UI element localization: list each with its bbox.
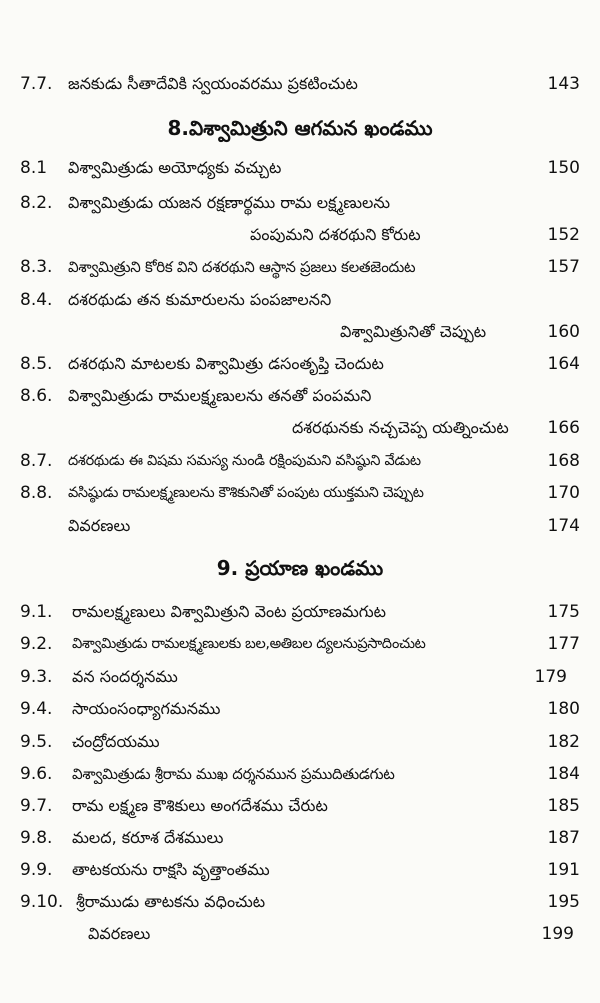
entry-number: 8.2. [20, 193, 53, 213]
section-9-heading: 9. ప్రయాణ ఖండము [216, 556, 384, 580]
entry-number: 8.6. [20, 386, 53, 406]
entry-title: వన సందర్శనము [72, 667, 178, 686]
entry-number: 9.2. [20, 634, 53, 654]
entry-number: 9.4. [20, 699, 53, 719]
entry-title: చంద్రోదయము [72, 732, 160, 751]
entry-number: 9.3. [20, 667, 53, 687]
entry-title-continuation: పంపుమని దశరథుని కోరుట [250, 225, 421, 244]
entry-page: 177 [547, 634, 580, 654]
entry-number: 9.7. [20, 796, 53, 816]
toc-entry-8-6 [0, 381, 600, 411]
entry-title: తాటకయను రాక్షసి వృత్తాంతము [72, 860, 270, 879]
entry-title: విశ్వామిత్రుని కోరిక విని దశరథుని ఆస్థాన ప్రజలు కలతజెందుట [68, 258, 416, 276]
entry-title: విశ్వామిత్రుడు రామలక్ష్మణులను తనతో పంపమని [68, 386, 372, 405]
entry-title: సాయంసంధ్యాగమనము [72, 699, 221, 718]
entry-page: 195 [547, 892, 580, 912]
entry-page: 182 [547, 732, 580, 752]
entry-number: 9.1. [20, 602, 53, 622]
entry-page: 179 [534, 667, 567, 687]
entry-title-continuation: దశరథునకు నచ్చచెప్ప యత్నించుట [292, 418, 509, 437]
entry-page: 150 [547, 158, 580, 178]
toc-entry-8-2 [0, 188, 600, 218]
entry-title: దశరథుని మాటలకు విశ్వామిత్రు డసంతృప్తి చెందుట [68, 354, 384, 373]
toc-entry-9-8 [0, 823, 600, 853]
entry-page: 185 [547, 796, 580, 816]
entry-number: 8.1 [20, 158, 48, 178]
toc-entry-8-4 [0, 285, 600, 315]
entry-title: మలద, కరూశ దేశములు [72, 828, 224, 847]
entry-page: 152 [547, 225, 580, 245]
toc-entry-9-1 [0, 597, 600, 627]
toc-entry-7-7 [0, 69, 600, 99]
entry-number: 9.5. [20, 732, 53, 752]
entry-page: 143 [547, 74, 580, 94]
entry-title: విశ్వామిత్రుడు అయోధ్యకు వచ్చుట [68, 158, 282, 177]
toc-entry-9-3 [0, 662, 600, 692]
entry-title: రామ లక్ష్మణ కౌశికులు అంగదేశము చేరుట [72, 796, 328, 815]
notes-page: 174 [547, 516, 580, 536]
entry-page: 166 [547, 418, 580, 438]
entry-number: 7.7. [20, 74, 53, 94]
entry-title: వసిష్ఠుడు రామలక్ష్మణులను కౌశికునితో పంపుట యుక్తమని చెప్పుట [68, 485, 424, 501]
toc-entry-8-2-cont [0, 220, 600, 250]
toc-entry-9-4 [0, 694, 600, 724]
toc-entry-9-7 [0, 791, 600, 821]
notes-label: వివరణలు [68, 516, 131, 535]
entry-page: 187 [547, 828, 580, 848]
entry-title: జనకుడు సీతాదేవికి స్వయంవరము ప్రకటించుట [68, 74, 358, 93]
entry-page: 168 [547, 451, 580, 471]
notes-label: వివరణలు [88, 924, 151, 943]
entry-number: 9.6. [20, 764, 53, 784]
entry-title: శ్రీరాముడు తాటకను వధించుట [76, 892, 266, 911]
entry-page: 184 [547, 764, 580, 784]
entry-number: 8.7. [20, 451, 53, 471]
entry-title: రామలక్ష్మణులు విశ్వామిత్రుని వెంట ప్రయాణమగుట [72, 602, 386, 621]
entry-title-continuation: విశ్వామిత్రునితో చెప్పుట [340, 322, 487, 341]
entry-title: విశ్వామిత్రుడు రామలక్ష్మణులకు బల,అతిబల ద్యలనుప్రసాదించుట [72, 636, 426, 652]
entry-title: విశ్వామిత్రుడు శ్రీరామ ముఖ దర్శనమున ప్రముదితుడగుట [72, 765, 395, 783]
entry-page: 157 [547, 257, 580, 277]
toc-entry-9-5 [0, 727, 600, 757]
entry-page: 160 [547, 322, 580, 342]
entry-number: 8.5. [20, 354, 53, 374]
entry-page: 164 [547, 354, 580, 374]
section-8-heading: 8.విశ్వామిత్రుని ఆగమన ఖండము [167, 116, 433, 140]
entry-page: 180 [547, 699, 580, 719]
toc-entry-9-10 [0, 887, 600, 917]
entry-title: విశ్వామిత్రుడు యజన రక్షణార్థము రామ లక్ష్మణులను [68, 193, 391, 212]
toc-entry-9-6 [0, 759, 600, 789]
entry-number: 8.4. [20, 290, 53, 310]
toc-entry-8-7 [0, 446, 600, 476]
entry-number: 9.8. [20, 828, 53, 848]
section-8-notes [0, 511, 600, 541]
section-9-notes [0, 919, 600, 949]
toc-entry-8-4-cont [0, 317, 600, 347]
entry-number: 9.10. [20, 892, 64, 912]
toc-entry-8-1 [0, 153, 600, 183]
notes-page: 199 [541, 924, 574, 944]
toc-entry-9-2 [0, 629, 600, 659]
entry-title: దశరథుడు తన కుమారులను పంపజాలనని [68, 290, 332, 309]
toc-entry-8-5 [0, 349, 600, 379]
entry-number: 9.9. [20, 860, 53, 880]
entry-page: 170 [547, 483, 580, 503]
toc-entry-9-9 [0, 855, 600, 885]
entry-page: 175 [547, 602, 580, 622]
entry-number: 8.3. [20, 257, 53, 277]
entry-page: 191 [547, 860, 580, 880]
toc-entry-8-3 [0, 252, 600, 282]
entry-number: 8.8. [20, 483, 53, 503]
entry-title: దశరథుడు ఈ విషమ సమస్య నుండి రక్షింపుమని వసిష్ఠుని వేడుట [68, 453, 421, 469]
toc-entry-8-8 [0, 478, 600, 508]
toc-entry-8-6-cont [0, 413, 600, 443]
